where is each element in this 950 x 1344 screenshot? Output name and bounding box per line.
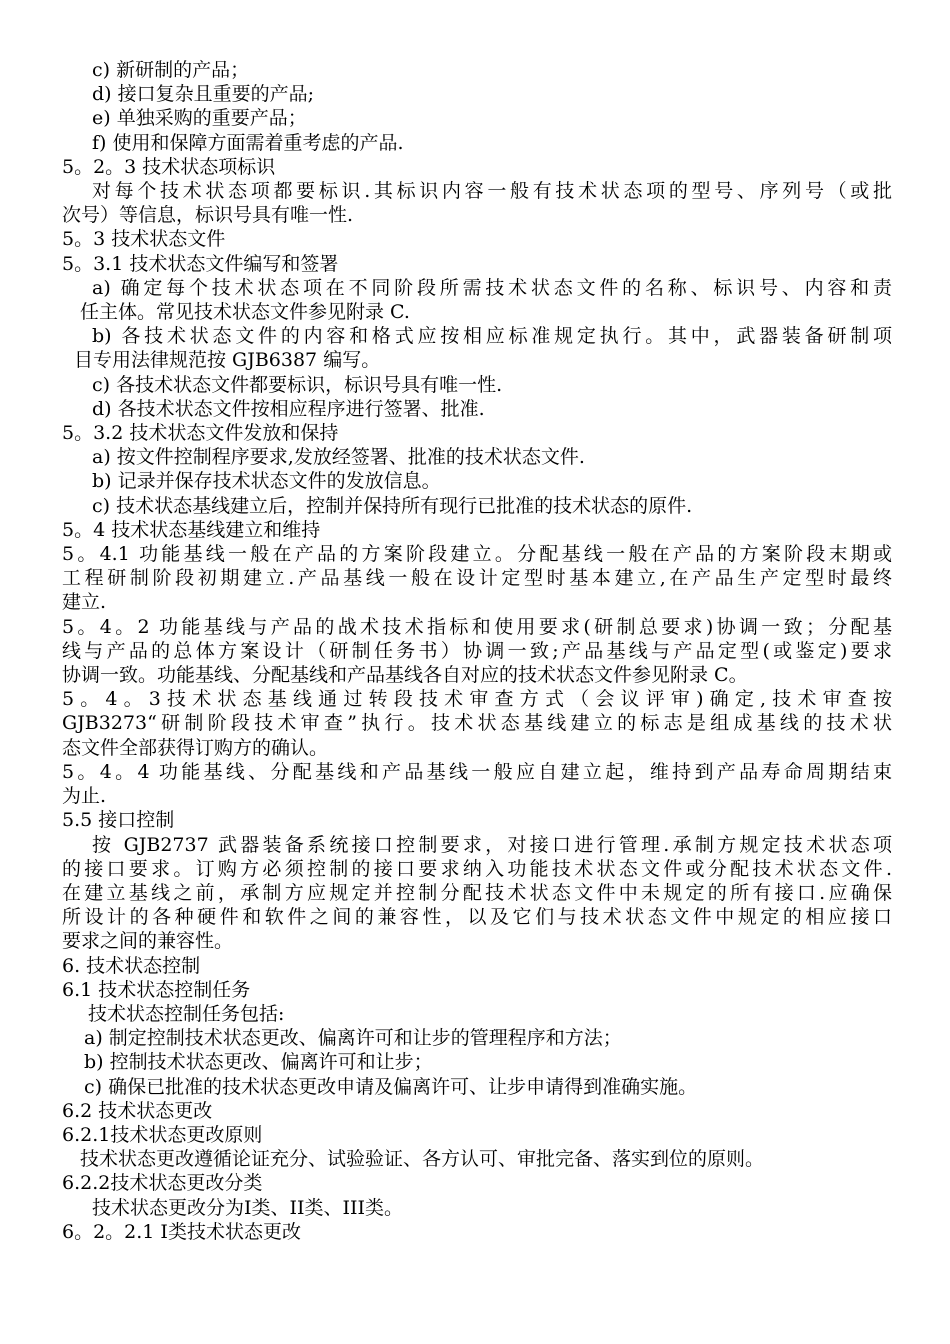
paragraph-line: 5。4。2 功能基线与产品的战术技术指标和使用要求(研制总要求)协调一致；分配基: [62, 615, 892, 638]
list-item: b) 控制技术状态更改、偏离许可和让步；: [84, 1051, 433, 1074]
paragraph-line: 技术状态更改遵循论证充分、试验验证、各方认可、审批完备、落实到位的原则。: [80, 1148, 765, 1171]
section-heading: 5.5 接口控制: [62, 809, 175, 832]
list-item: a) 确定每个技术状态项在不同阶段所需技术状态文件的名称、标识号、内容和责: [92, 276, 892, 299]
section-heading: 5。3 技术状态文件: [62, 228, 226, 251]
list-item: d) 接口复杂且重要的产品;: [92, 83, 315, 106]
section-heading: 6.2.1技术状态更改原则: [62, 1123, 263, 1146]
section-heading: 6.1 技术状态控制任务: [62, 978, 251, 1001]
paragraph-line: 技术状态控制任务包括:: [88, 1002, 285, 1025]
list-item: f) 使用和保障方面需着重考虑的产品.: [92, 131, 404, 154]
paragraph-line: 的接口要求。订购方必须控制的接口要求纳入功能技术状态文件或分配技术状态文件.: [62, 857, 892, 880]
list-item: c) 技术状态基线建立后，控制并保持所有现行已批准的技术状态的原件.: [92, 494, 693, 517]
list-item-continuation: 目专用法律规范按 GJB6387 编写。: [74, 349, 381, 372]
list-item: a) 制定控制技术状态更改、偏离许可和让步的管理程序和方法；: [84, 1027, 622, 1050]
list-item: e) 单独采购的重要产品；: [92, 107, 307, 130]
list-item: c) 确保已批准的技术状态更改申请及偏离许可、让步申请得到准确实施。: [84, 1075, 698, 1098]
section-heading: 5。3.2 技术状态文件发放和保持: [62, 422, 339, 445]
paragraph-line: 5。4.1 功能基线一般在产品的方案阶段建立。分配基线一般在产品的方案阶段末期或: [62, 543, 892, 566]
paragraph-line: 次号）等信息，标识号具有唯一性.: [62, 204, 354, 227]
document-page: [62, 58, 892, 1244]
list-item: b) 各技术状态文件的内容和格式应按相应标准规定执行。其中，武器装备研制项: [92, 325, 892, 348]
paragraph-line: 为止.: [62, 785, 107, 808]
paragraph-line: 所设计的各种硬件和软件之间的兼容性，以及它们与技术状态文件中规定的相应接口: [62, 906, 892, 929]
list-item: b) 记录并保存技术状态文件的发放信息。: [92, 470, 441, 493]
paragraph-line: 在建立基线之前，承制方应规定并控制分配技术状态文件中未规定的所有接口.应确保: [62, 881, 892, 904]
paragraph-line: 要求之间的兼容性。: [62, 930, 234, 953]
paragraph-line: 建立.: [62, 591, 107, 614]
section-heading: 5。4 技术状态基线建立和维持: [62, 518, 321, 541]
paragraph-line: 5 。 4 。 3 技 术 状 态 基 线 通 过 转 段 技 术 审 查 方 式 （ 会 议 评 审 ) 确 定 , 技 术 审 查 按: [62, 688, 892, 711]
section-heading: 6.2.2技术状态更改分类: [62, 1172, 263, 1195]
list-item: d) 各技术状态文件按相应程序进行签署、批准.: [92, 397, 485, 420]
list-item: c) 新研制的产品；: [92, 59, 250, 81]
section-heading: 5。2。3 技术状态项标识: [62, 155, 276, 178]
paragraph-line: 协调一致。功能基线、分配基线和产品基线各自对应的技术状态文件参见附录 C。: [62, 664, 748, 687]
paragraph-line: 对每个技术状态项都要标识.其标识内容一般有技术状态项的型号、序列号（或批: [92, 180, 892, 203]
paragraph-line: 按 GJB2737 武器装备系统接口控制要求，对接口进行管理.承制方规定技术状态项: [92, 833, 892, 856]
list-item: c) 各技术状态文件都要标识，标识号具有唯一性.: [92, 373, 503, 396]
paragraph-line: 技术状态更改分为I类、II类、III类。: [92, 1196, 404, 1219]
paragraph-line: 线与产品的总体方案设计（研制任务书）协调一致;产品基线与产品定型(或鉴定)要求: [62, 639, 892, 662]
paragraph-line: 工程研制阶段初期建立.产品基线一般在设计定型时基本建立,在产品生产定型时最终: [62, 567, 892, 590]
paragraph-line: 态文件全部获得订购方的确认。: [62, 736, 329, 759]
list-item: a) 按文件控制程序要求,发放经签署、批准的技术状态文件.: [92, 446, 585, 469]
section-heading: 6. 技术状态控制: [62, 954, 201, 977]
section-heading: 6。2。2.1 I类技术状态更改: [62, 1220, 301, 1243]
paragraph-line: 5。4。4 功能基线、分配基线和产品基线一般应自建立起，维持到产品寿命周期结束: [62, 760, 892, 783]
section-heading: 6.2 技术状态更改: [62, 1099, 213, 1122]
paragraph-line: GJB3273“研制阶段技术审查”执行。技术状态基线建立的标志是组成基线的技术状: [62, 712, 892, 735]
list-item-continuation: 任主体。常见技术状态文件参见附录 C.: [80, 301, 410, 324]
section-heading: 5。3.1 技术状态文件编写和签署: [62, 252, 339, 275]
